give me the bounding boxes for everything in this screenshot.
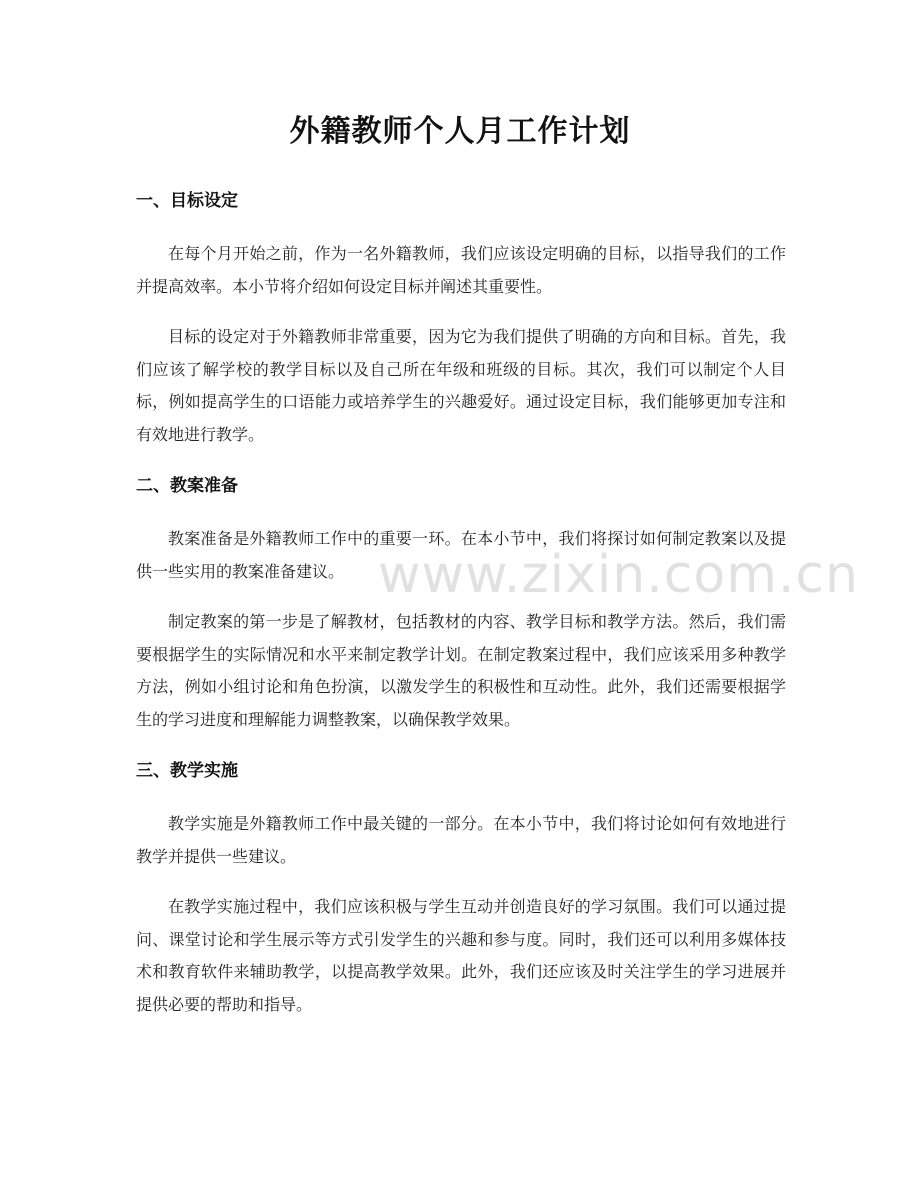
paragraph: 教案准备是外籍教师工作中的重要一环。在本小节中，我们将探讨如何制定教案以及提供一些实用的教案准备建议。	[136, 529, 786, 581]
document-body	[136, 186, 786, 1021]
paragraph: 制定教案的第一步是了解教材，包括教材的内容、教学目标和教学方法。然后，我们需要根据学生的实际情况和水平来制定教学计划。在制定教案过程中，我们应该采用多种教学方法，例如小组讨论和角色扮演，以激发学生的积极性和互动性。此外，我们还需要根据学生的学习进度和理解能力调整教案，以确保教学效果。	[136, 612, 786, 729]
section-heading: 一、目标设定	[136, 191, 238, 211]
section-heading: 二、教案准备	[136, 476, 238, 496]
section-goal-setting	[136, 186, 786, 451]
paragraph: 教学实施是外籍教师工作中最关键的一部分。在本小节中，我们将讨论如何有效地进行教学并提供一些建议。	[136, 814, 786, 866]
section-teaching-implementation	[136, 756, 786, 1021]
watermark: www.zixin.com.cn	[378, 545, 859, 605]
section-heading: 三、教学实施	[136, 761, 238, 781]
paragraph: 在每个月开始之前，作为一名外籍教师，我们应该设定明确的目标，以指导我们的工作并提高效率。本小节将介绍如何设定目标并阐述其重要性。	[136, 244, 786, 296]
section-lesson-planning	[136, 471, 786, 736]
paragraph: 在教学实施过程中，我们应该积极与学生互动并创造良好的学习氛围。我们可以通过提问、课堂讨论和学生展示等方式引发学生的兴趣和参与度。同时，我们还可以利用多媒体技术和教育软件来辅助教学，以提高教学效果。此外，我们还应该及时关注学生的学习进展并提供必要的帮助和指导。	[136, 897, 786, 1014]
paragraph: 目标的设定对于外籍教师非常重要，因为它为我们提供了明确的方向和目标。首先，我们应该了解学校的教学目标以及自己所在年级和班级的目标。其次，我们可以制定个人目标，例如提高学生的口语能力或培养学生的兴趣爱好。通过设定目标，我们能够更加专注和有效地进行教学。	[136, 327, 786, 444]
document-title: 外籍教师个人月工作计划	[289, 114, 631, 149]
